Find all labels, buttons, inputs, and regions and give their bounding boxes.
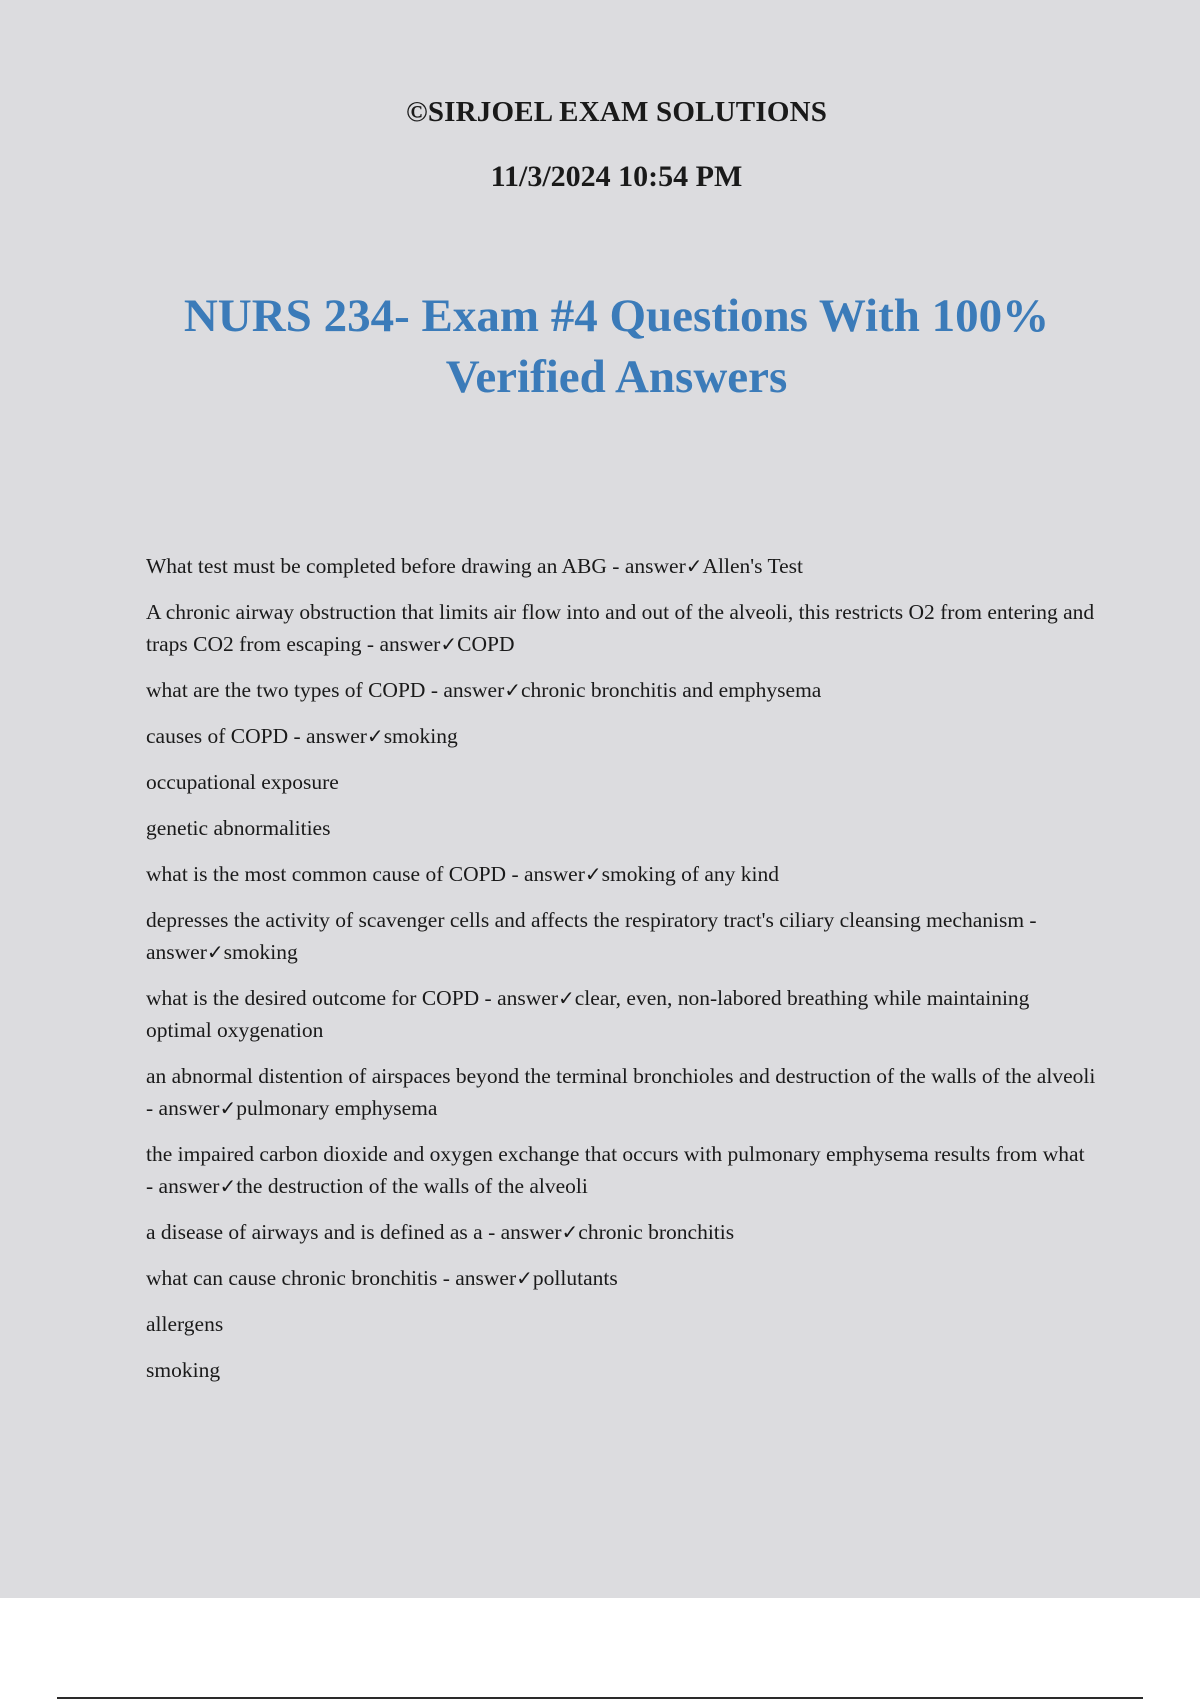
answer-text: pollutants [532,1266,618,1290]
qa-item [146,720,1096,752]
check-mark-icon: ✓ [685,554,703,578]
qa-item [146,1060,1096,1124]
answer-text: COPD [457,632,515,656]
answer-text: the destruction of the walls of the alveoli [236,1174,588,1198]
check-mark-icon: ✓ [504,678,522,702]
question-text: what can cause chronic bronchitis - answer [146,1266,517,1290]
question-text: What test must be completed before drawing an ABG - answer [146,554,686,578]
question-text: what is the desired outcome for COPD - answer [146,986,558,1010]
question-text: the impaired carbon dioxide and oxygen exchange that occurs with pulmonary emphysema results from what - answer [146,1142,1085,1198]
question-text: what is the most common cause of COPD - answer [146,862,585,886]
answer-continuation: genetic abnormalities [146,816,331,840]
qa-list [146,550,1096,1400]
question-text: what are the two types of COPD - answer [146,678,505,702]
check-mark-icon: ✓ [366,724,384,748]
question-text: A chronic airway obstruction that limits air flow into and out of the alveoli, this restricts O2 from entering and traps CO2 from escaping - answer [146,600,1095,656]
check-mark-icon: ✓ [584,862,602,886]
question-text: depresses the activity of scavenger cells and affects the respiratory tract's ciliary cleansing mechanism - answer [146,908,1037,964]
answer-text: pulmonary emphysema [236,1096,438,1120]
answer-continuation: occupational exposure [146,770,339,794]
qa-item [146,550,1096,582]
qa-item [146,1216,1096,1248]
page-divider [57,1697,1143,1699]
check-mark-icon: ✓ [440,632,458,656]
check-mark-icon: ✓ [219,1096,237,1120]
brand-header: ©SIRJOEL EXAM SOLUTIONS [405,96,828,128]
question-text: an abnormal distention of airspaces beyond the terminal bronchioles and destruction of the walls of the alveoli - answer [146,1064,1096,1120]
qa-item [146,1138,1096,1202]
qa-item [146,982,1096,1046]
check-mark-icon: ✓ [558,986,575,1010]
answer-continuation: smoking [146,1358,221,1382]
qa-item [146,674,1096,706]
answer-text: smoking [223,940,298,964]
qa-item [146,858,1096,890]
check-mark-icon: ✓ [219,1174,237,1198]
qa-item [146,596,1096,660]
document-title: NURS 234- Exam #4 Questions With 100% Verified Answers [183,290,1050,403]
qa-item [146,1262,1096,1294]
answer-text: chronic bronchitis and emphysema [521,678,822,702]
answer-text: smoking of any kind [601,862,780,886]
check-mark-icon: ✓ [206,940,224,964]
qa-item [146,904,1096,968]
answer-text: Allen's Test [702,554,804,578]
answer-continuation: allergens [146,1312,224,1336]
answer-text: chronic bronchitis [578,1220,735,1244]
question-text: a disease of airways and is defined as a - answer [146,1220,562,1244]
document-datetime: 11/3/2024 10:54 PM [490,160,743,193]
answer-text: clear, even, non-labored breathing while maintaining optimal oxygenation [146,986,1030,1042]
check-mark-icon: ✓ [561,1220,579,1244]
check-mark-icon: ✓ [516,1266,533,1290]
answer-text: smoking [383,724,458,748]
question-text: causes of COPD - answer [146,724,367,748]
